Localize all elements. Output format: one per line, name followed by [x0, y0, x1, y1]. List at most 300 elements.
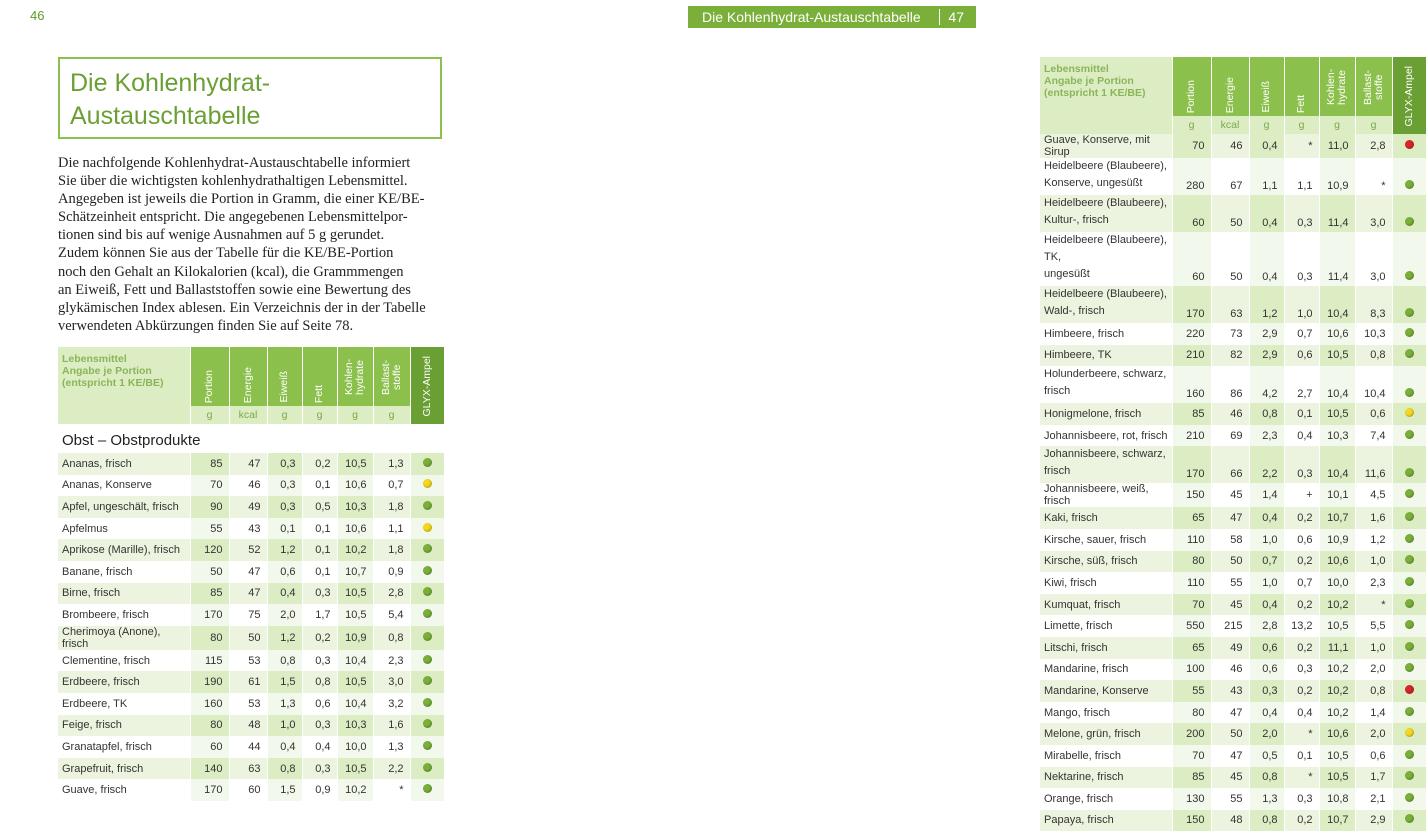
glyx-cell [1392, 659, 1426, 681]
header-column [1249, 57, 1284, 116]
cell-ballast: 3,2 [373, 693, 410, 715]
cell-kh: 10,5 [1319, 767, 1355, 789]
food-name [1040, 810, 1172, 831]
food-name-line: Johannisbeere, rot, frisch [1044, 429, 1168, 442]
cell-fett: 0,4 [1284, 425, 1319, 447]
cell-fett: * [1284, 134, 1319, 158]
cell-energie: 75 [229, 604, 267, 626]
cell-ballast: 2,9 [1355, 810, 1392, 831]
food-name [1040, 232, 1172, 286]
cell-portion: 220 [1172, 323, 1211, 345]
cell-kh: 10,4 [337, 693, 373, 715]
table-row [1040, 702, 1426, 724]
cell-portion: 170 [1172, 286, 1211, 323]
glyx-yellow-dot-icon [1405, 728, 1414, 737]
cell-fett: 1,1 [1284, 158, 1319, 195]
cell-portion: 190 [190, 671, 229, 693]
glyx-cell [1392, 446, 1426, 483]
glyx-cell [1392, 345, 1426, 367]
cell-ballast: 0,6 [1355, 745, 1392, 767]
header-column-label: Portion [203, 369, 215, 403]
cell-eiweiss: 0,4 [1249, 195, 1284, 232]
cell-eiweiss: 0,4 [1249, 594, 1284, 616]
cell-eiweiss: 1,5 [267, 779, 302, 801]
cell-eiweiss: 0,3 [267, 475, 302, 497]
cell-portion: 80 [190, 715, 229, 737]
cell-fett: 0,1 [302, 518, 337, 540]
food-name [58, 626, 190, 650]
food-name-line: Heidelbeere (Blaubeere), [1044, 160, 1167, 172]
cell-eiweiss: 2,0 [267, 604, 302, 626]
glyx-cell [410, 650, 444, 672]
header-food-label: Angabe je Portion [1044, 75, 1134, 87]
cell-energie: 67 [1211, 158, 1249, 195]
cell-energie: 55 [1211, 788, 1249, 810]
running-head-title: Die Kohlenhydrat-Austauschtabelle [702, 9, 921, 25]
food-name [58, 561, 190, 583]
glyx-cell [410, 779, 444, 801]
glyx-cell [1392, 745, 1426, 767]
header-column [1392, 57, 1426, 134]
cell-eiweiss: 0,3 [267, 496, 302, 518]
glyx-cell [1392, 529, 1426, 551]
cell-ballast: 4,5 [1355, 483, 1392, 507]
running-head-divider [939, 9, 940, 25]
food-name [1040, 345, 1172, 367]
glyx-cell [1392, 680, 1426, 702]
food-name [58, 518, 190, 540]
food-name [1040, 788, 1172, 810]
cell-kh: 10,6 [337, 475, 373, 497]
unit-label: kcal [1211, 116, 1249, 134]
cell-portion: 70 [1172, 134, 1211, 158]
food-name-line: Wald-, frisch [1044, 305, 1105, 317]
cell-eiweiss: 0,3 [267, 453, 302, 475]
food-name-line: Himbeere, TK [1044, 349, 1112, 362]
glyx-cell [410, 453, 444, 475]
glyx-cell [1392, 195, 1426, 232]
glyx-cell [1392, 483, 1426, 507]
cell-ballast: 1,2 [1355, 529, 1392, 551]
unit-label: g [190, 406, 229, 424]
table-row [58, 583, 444, 605]
cell-energie: 69 [1211, 425, 1249, 447]
table-row [1040, 637, 1426, 659]
cell-portion: 280 [1172, 158, 1211, 195]
food-name-line: Orange, frisch [1044, 792, 1114, 805]
food-name-line: Apfel, ungeschält, frisch [62, 500, 179, 513]
cell-eiweiss: 1,2 [267, 539, 302, 561]
food-name-line: Birne, frisch [62, 587, 121, 600]
glyx-yellow-dot-icon [423, 523, 432, 532]
cell-energie: 47 [1211, 745, 1249, 767]
cell-ballast: 0,8 [373, 626, 410, 650]
cell-fett: 0,5 [302, 496, 337, 518]
glyx-green-dot-icon [1405, 577, 1414, 586]
food-name [1040, 680, 1172, 702]
food-name-line: Kaki, frisch [1044, 512, 1098, 525]
right-page [500, 0, 1415, 827]
glyx-cell [410, 693, 444, 715]
cell-ballast: 11,6 [1355, 446, 1392, 483]
cell-portion: 115 [190, 650, 229, 672]
cell-energie: 46 [1211, 134, 1249, 158]
food-name-line: Mirabelle, frisch [1044, 749, 1122, 762]
glyx-green-dot-icon [423, 587, 432, 596]
cell-kh: 10,6 [1319, 323, 1355, 345]
cell-ballast: 1,3 [373, 453, 410, 475]
cell-ballast: 7,4 [1355, 425, 1392, 447]
cell-ballast: 1,3 [373, 736, 410, 758]
cell-portion: 60 [190, 736, 229, 758]
glyx-cell [1392, 637, 1426, 659]
cell-portion: 120 [190, 539, 229, 561]
header-column [229, 347, 267, 406]
header-column-label: Portion [1185, 79, 1197, 113]
header-food-label: (entspricht 1 KE/BE) [62, 377, 164, 389]
cell-ballast: 1,7 [1355, 767, 1392, 789]
cell-energie: 47 [229, 453, 267, 475]
cell-eiweiss: 0,8 [1249, 403, 1284, 425]
table-row [1040, 195, 1426, 232]
food-name-line: Erdbeere, TK [62, 697, 128, 710]
cell-ballast: 2,3 [1355, 572, 1392, 594]
header-food-column [1040, 57, 1172, 134]
cell-ballast: 0,8 [1355, 345, 1392, 367]
glyx-green-dot-icon [1405, 555, 1414, 564]
table-row [1040, 366, 1426, 403]
header-column [337, 347, 373, 406]
cell-kh: 10,5 [337, 671, 373, 693]
glyx-cell [1392, 158, 1426, 195]
food-name [58, 496, 190, 518]
food-name-line: Banane, frisch [62, 565, 133, 578]
cell-kh: 10,2 [337, 779, 373, 801]
cell-energie: 50 [1211, 551, 1249, 573]
header-column [302, 347, 337, 406]
cell-eiweiss: 2,8 [1249, 615, 1284, 637]
glyx-green-dot-icon [1405, 534, 1414, 543]
cell-eiweiss: 0,6 [1249, 659, 1284, 681]
cell-fett: 2,7 [1284, 366, 1319, 403]
cell-portion: 110 [1172, 529, 1211, 551]
glyx-cell [1392, 594, 1426, 616]
header-food-label: Lebensmittel [1044, 63, 1109, 75]
table-row [1040, 286, 1426, 323]
glyx-green-dot-icon [423, 698, 432, 707]
cell-fett: 0,3 [1284, 659, 1319, 681]
cell-energie: 73 [1211, 323, 1249, 345]
intro-line: Die nachfolgende Kohlenhydrat-Austauschtabelle informiert [58, 155, 411, 171]
cell-fett: 0,2 [1284, 551, 1319, 573]
cell-eiweiss: 1,0 [267, 715, 302, 737]
table-row [58, 693, 444, 715]
food-name-line: Kultur-, frisch [1044, 214, 1109, 226]
cell-eiweiss: 1,1 [1249, 158, 1284, 195]
food-name-line: Granatapfel, frisch [62, 740, 152, 753]
page-title [70, 67, 270, 133]
cell-eiweiss: 0,4 [1249, 702, 1284, 724]
table-row [1040, 659, 1426, 681]
header-column-label: Ballast- stoffe [379, 359, 403, 395]
glyx-green-dot-icon [1405, 707, 1414, 716]
cell-eiweiss: 0,4 [1249, 134, 1284, 158]
cell-fett: 0,2 [1284, 810, 1319, 831]
cell-energie: 61 [229, 671, 267, 693]
cell-portion: 210 [1172, 345, 1211, 367]
cell-eiweiss: 0,4 [1249, 507, 1284, 529]
glyx-cell [1392, 403, 1426, 425]
table-row [1040, 551, 1426, 573]
cell-ballast: 1,6 [373, 715, 410, 737]
food-name-line: Kumquat, frisch [1044, 598, 1121, 611]
glyx-red-dot-icon [1405, 140, 1414, 149]
cell-ballast: 2,0 [1355, 659, 1392, 681]
glyx-green-dot-icon [1405, 663, 1414, 672]
header-column [373, 347, 410, 406]
header-column-label: GLYX-Ampel [420, 355, 433, 417]
cell-fett: 13,2 [1284, 615, 1319, 637]
cell-kh: 10,6 [337, 518, 373, 540]
intro-line: an Eiweiß, Fett und Ballaststoffen sowie eine Bewertung des [58, 281, 411, 298]
cell-eiweiss: 1,0 [1249, 529, 1284, 551]
glyx-cell [410, 715, 444, 737]
cell-ballast: 3,0 [1355, 232, 1392, 286]
glyx-cell [410, 583, 444, 605]
cell-fett: 0,3 [302, 583, 337, 605]
food-name [1040, 767, 1172, 789]
glyx-green-dot-icon [1405, 620, 1414, 629]
section-heading: Obst – Obstprodukte [62, 432, 201, 449]
cell-fett: 0,6 [302, 693, 337, 715]
table-row [1040, 158, 1426, 195]
cell-kh: 10,7 [1319, 810, 1355, 831]
table-left [58, 347, 444, 801]
cell-ballast: 1,8 [373, 496, 410, 518]
cell-fett: 0,4 [302, 736, 337, 758]
cell-kh: 10,0 [1319, 572, 1355, 594]
glyx-green-dot-icon [1405, 642, 1414, 651]
cell-energie: 46 [229, 475, 267, 497]
cell-portion: 70 [1172, 745, 1211, 767]
unit-label: g [1249, 116, 1284, 134]
glyx-green-dot-icon [423, 501, 432, 510]
food-name-line: Heidelbeere (Blaubeere), TK, [1044, 234, 1167, 263]
table-row [58, 626, 444, 650]
glyx-cell [410, 736, 444, 758]
cell-ballast: 1,0 [1355, 551, 1392, 573]
table-row [58, 650, 444, 672]
cell-kh: 10,3 [1319, 425, 1355, 447]
glyx-cell [1392, 286, 1426, 323]
cell-eiweiss: 0,6 [1249, 637, 1284, 659]
cell-kh: 10,7 [1319, 507, 1355, 529]
cell-fett: * [1284, 723, 1319, 745]
cell-portion: 550 [1172, 615, 1211, 637]
cell-energie: 45 [1211, 594, 1249, 616]
header-column [1319, 57, 1355, 116]
cell-ballast: 10,3 [1355, 323, 1392, 345]
table-row [58, 736, 444, 758]
unit-label: g [373, 406, 410, 424]
cell-fett: 0,2 [1284, 594, 1319, 616]
header-column-label: Kohlen- hydrate [1325, 68, 1348, 106]
food-name [1040, 594, 1172, 616]
unit-label: g [1319, 116, 1355, 134]
cell-portion: 80 [1172, 702, 1211, 724]
header-column-label: Fett [1295, 94, 1307, 113]
food-name-line: Heidelbeere (Blaubeere), [1044, 288, 1167, 300]
cell-portion: 170 [190, 779, 229, 801]
food-name [58, 650, 190, 672]
cell-ballast: 2,1 [1355, 788, 1392, 810]
unit-label: g [337, 406, 373, 424]
food-name [58, 453, 190, 475]
food-name [58, 671, 190, 693]
table-row [1040, 788, 1426, 810]
cell-kh: 10,7 [337, 561, 373, 583]
table-row [1040, 529, 1426, 551]
food-name [1040, 551, 1172, 573]
header-food-label: (entspricht 1 KE/BE) [1044, 87, 1146, 99]
food-name-line: Heidelbeere (Blaubeere), [1044, 197, 1167, 209]
cell-eiweiss: 1,2 [267, 626, 302, 650]
cell-ballast: 8,3 [1355, 286, 1392, 323]
cell-kh: 11,1 [1319, 637, 1355, 659]
glyx-green-dot-icon [1405, 793, 1414, 802]
cell-energie: 47 [1211, 507, 1249, 529]
cell-eiweiss: 1,3 [267, 693, 302, 715]
table-row [1040, 134, 1426, 158]
cell-fett: + [1284, 483, 1319, 507]
cell-eiweiss: 2,3 [1249, 425, 1284, 447]
glyx-green-dot-icon [1405, 349, 1414, 358]
food-name [1040, 286, 1172, 323]
food-name [1040, 529, 1172, 551]
glyx-cell [410, 475, 444, 497]
cell-fett: * [1284, 767, 1319, 789]
cell-energie: 49 [229, 496, 267, 518]
cell-kh: 10,0 [337, 736, 373, 758]
cell-fett: 0,1 [302, 475, 337, 497]
cell-energie: 53 [229, 650, 267, 672]
table-row [1040, 723, 1426, 745]
cell-eiweiss: 0,4 [267, 736, 302, 758]
glyx-green-dot-icon [423, 632, 432, 641]
glyx-green-dot-icon [423, 609, 432, 618]
intro-line: tionen sind bis auf wenige Ausnahmen auf 5 g gerundet. [58, 227, 385, 244]
cell-portion: 160 [190, 693, 229, 715]
cell-kh: 10,3 [337, 715, 373, 737]
cell-eiweiss: 1,4 [1249, 483, 1284, 507]
cell-energie: 63 [229, 758, 267, 780]
cell-ballast: 2,2 [373, 758, 410, 780]
food-name-line: Johannisbeere, weiß, frisch [1044, 483, 1149, 508]
unit-label: kcal [229, 406, 267, 424]
cell-energie: 50 [229, 626, 267, 650]
food-name [1040, 323, 1172, 345]
cell-energie: 49 [1211, 637, 1249, 659]
glyx-green-dot-icon [1405, 771, 1414, 780]
glyx-cell [410, 626, 444, 650]
glyx-green-dot-icon [1405, 599, 1414, 608]
cell-kh: 10,9 [1319, 158, 1355, 195]
food-name [58, 604, 190, 626]
cell-portion: 70 [1172, 594, 1211, 616]
table-row [1040, 323, 1426, 345]
cell-kh: 10,5 [1319, 345, 1355, 367]
food-name-line: Mandarine, Konserve [1044, 684, 1149, 697]
glyx-green-dot-icon [423, 719, 432, 728]
cell-ballast: 0,6 [1355, 403, 1392, 425]
cell-kh: 10,2 [1319, 702, 1355, 724]
glyx-cell [1392, 723, 1426, 745]
cell-ballast: 1,6 [1355, 507, 1392, 529]
cell-kh: 10,2 [1319, 680, 1355, 702]
cell-eiweiss: 1,3 [1249, 788, 1284, 810]
cell-energie: 60 [229, 779, 267, 801]
table-row [1040, 446, 1426, 483]
cell-fett: 0,1 [1284, 745, 1319, 767]
food-name [58, 583, 190, 605]
cell-ballast: 2,3 [373, 650, 410, 672]
cell-portion: 65 [1172, 637, 1211, 659]
cell-portion: 150 [1172, 483, 1211, 507]
header-food-label: Lebensmittel [62, 353, 127, 365]
cell-ballast: 1,1 [373, 518, 410, 540]
food-name-line: Ananas, frisch [62, 457, 132, 470]
table-row [58, 779, 444, 801]
cell-energie: 55 [1211, 572, 1249, 594]
food-name-line: Clementine, frisch [62, 654, 151, 667]
glyx-cell [1392, 232, 1426, 286]
cell-portion: 200 [1172, 723, 1211, 745]
cell-fett: 0,7 [1284, 323, 1319, 345]
intro-line: Schätzeinheit entspricht. Die angegebenen Lebensmittelpor- [58, 209, 408, 226]
cell-portion: 50 [190, 561, 229, 583]
glyx-green-dot-icon [1405, 430, 1414, 439]
cell-kh: 11,4 [1319, 232, 1355, 286]
cell-ballast: 5,5 [1355, 615, 1392, 637]
unit-label: g [1284, 116, 1319, 134]
table-row [1040, 345, 1426, 367]
cell-energie: 47 [229, 561, 267, 583]
cell-eiweiss: 0,3 [1249, 680, 1284, 702]
header-column-label: Eiweiß [278, 371, 290, 403]
cell-ballast: * [1355, 594, 1392, 616]
cell-ballast: 0,8 [1355, 680, 1392, 702]
cell-portion: 70 [190, 475, 229, 497]
food-name [1040, 134, 1172, 158]
header-column-label: Eiweiß [1260, 81, 1272, 113]
intro-line: noch den Gehalt an Kilokalorien (kcal), die Grammmengen [58, 263, 404, 280]
cell-energie: 58 [1211, 529, 1249, 551]
cell-kh: 10,4 [337, 650, 373, 672]
glyx-green-dot-icon [1405, 814, 1414, 823]
glyx-green-dot-icon [1405, 388, 1414, 397]
glyx-cell [1392, 323, 1426, 345]
food-name [1040, 745, 1172, 767]
food-name [58, 475, 190, 497]
cell-kh: 10,5 [337, 453, 373, 475]
cell-portion: 80 [190, 626, 229, 650]
header-column [1172, 57, 1211, 116]
cell-kh: 10,5 [337, 583, 373, 605]
food-name [58, 715, 190, 737]
food-name-line: Apfelmus [62, 522, 108, 535]
food-name-line: Guave, Konserve, mit Sirup [1044, 134, 1150, 158]
cell-eiweiss: 0,8 [1249, 810, 1284, 831]
